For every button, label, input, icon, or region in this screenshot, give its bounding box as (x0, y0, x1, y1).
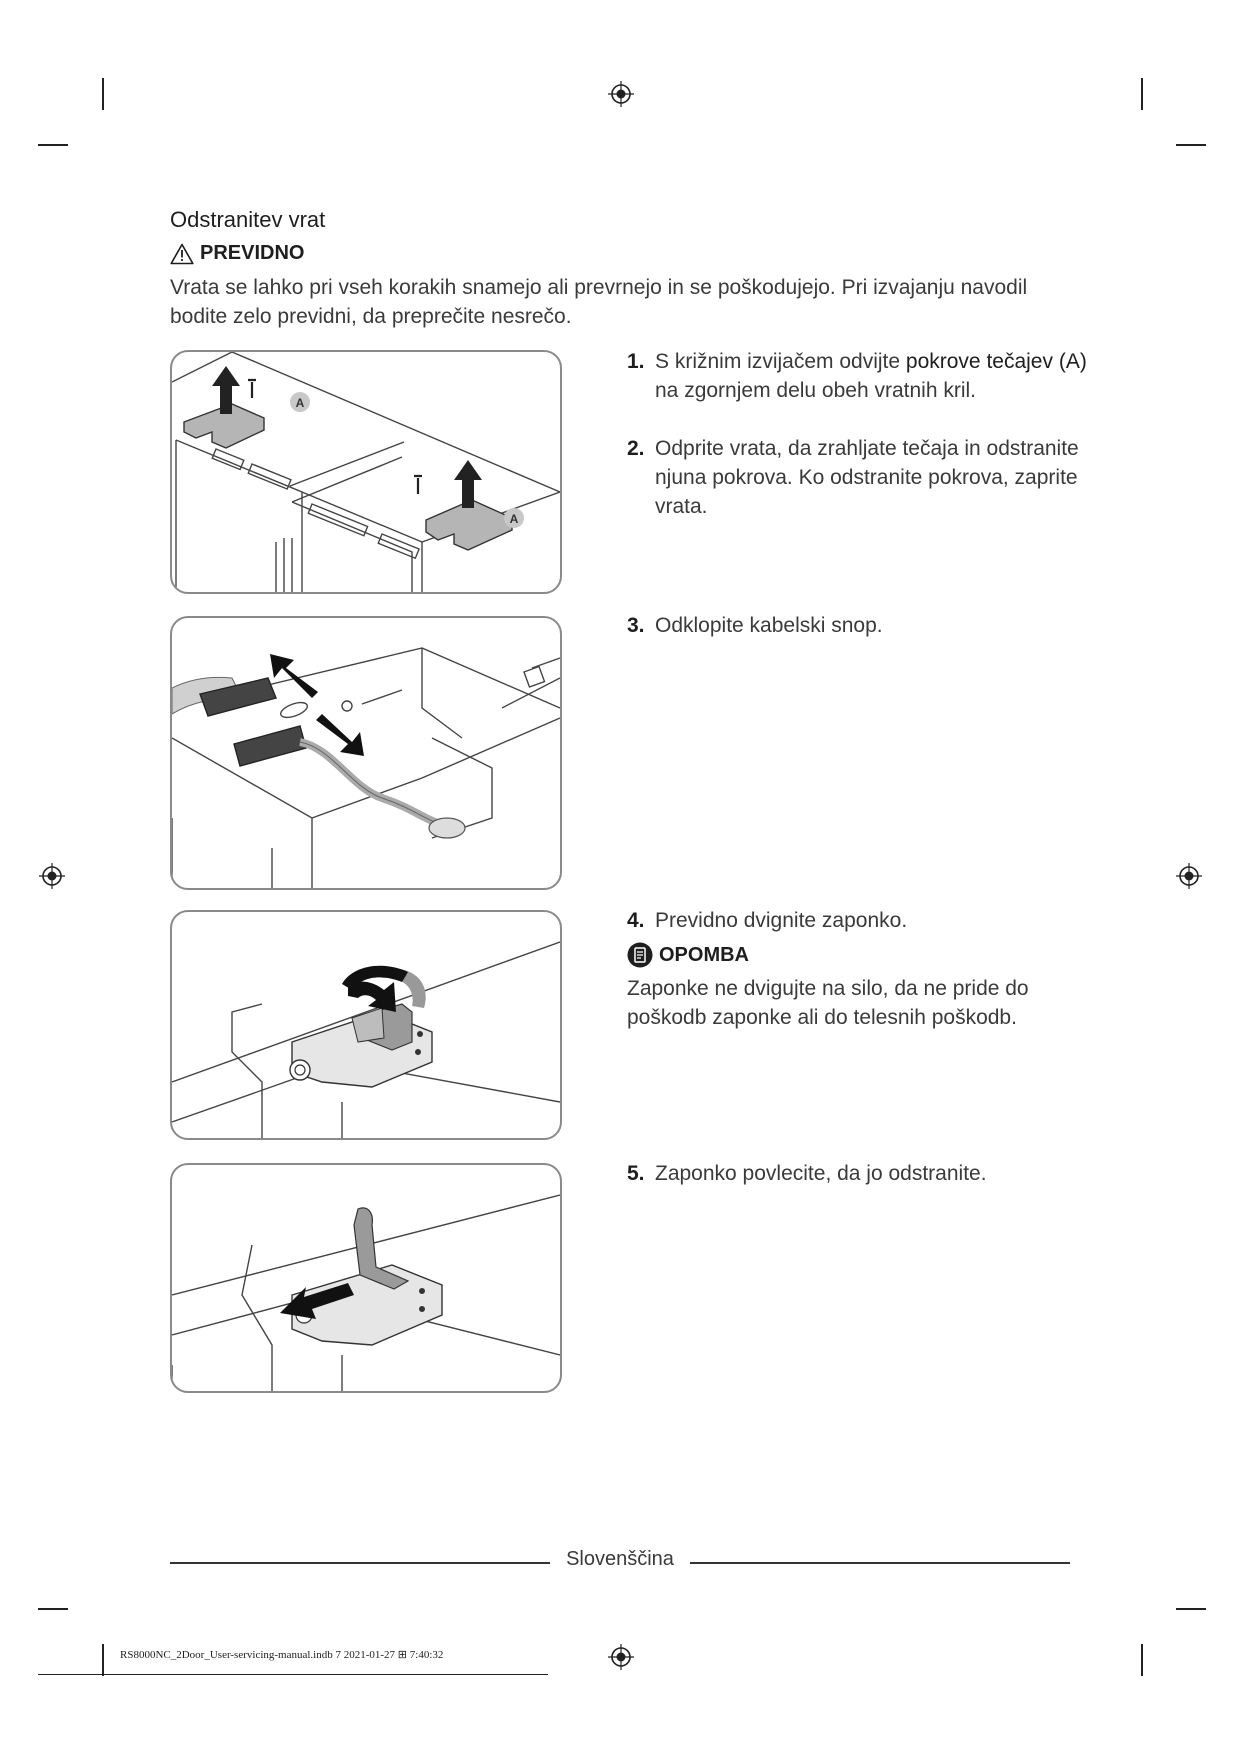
section-title: Odstranitev vrat (170, 207, 326, 232)
step-text: Previdno dvignite zaponko. (655, 909, 908, 932)
registration-mark-icon (608, 81, 634, 107)
step-text: Zaponko povlecite, da jo odstranite. (655, 1162, 987, 1185)
caution-heading (170, 242, 304, 265)
crop-mark (38, 144, 68, 146)
step-number: 2. (627, 437, 645, 460)
note-heading (627, 942, 749, 968)
lift-clip-illustration (172, 912, 560, 1138)
callout-a: A (295, 396, 305, 410)
hinge-cover-term: pokrove tečajev (A) (905, 350, 1087, 373)
crop-mark (1141, 78, 1143, 110)
step-number: 5. (627, 1162, 645, 1185)
step-2 (627, 434, 1087, 521)
figure-hinge-covers (170, 350, 562, 594)
step-text: Odprite vrata, da zrahljate tečaja in odstranite njuna pokrova. Ko odstranite pokrova, zaprite vrata. (655, 437, 1079, 518)
registration-mark-icon (608, 1644, 634, 1670)
warning-triangle-icon (170, 243, 194, 265)
step-text: S križnim izvijačem odvijte pokrove tečajev (A) na zgornjem delu obeh vratnih kril. (655, 350, 1087, 402)
callout-a: A (509, 512, 519, 526)
note-label: OPOMBA (659, 943, 749, 966)
note-icon (627, 942, 653, 968)
step-number: 3. (627, 614, 645, 637)
registration-mark-icon (39, 863, 65, 889)
footer-rule-left (170, 1562, 550, 1564)
crop-mark (1176, 144, 1206, 146)
pull-clip-illustration (172, 1165, 560, 1391)
step-3 (627, 611, 1087, 640)
footer-language: Slovenščina (566, 1548, 674, 1570)
registration-mark-icon (1176, 863, 1202, 889)
crop-mark (1176, 1608, 1206, 1610)
footer-rule-right (690, 1562, 1070, 1564)
cable-harness-illustration (172, 618, 560, 888)
step-number: 4. (627, 909, 645, 932)
print-slug-line (38, 1674, 548, 1675)
step-1 (627, 347, 1087, 405)
caution-label: PREVIDNO (200, 242, 305, 264)
step-number: 1. (627, 350, 645, 373)
note-text: Zaponke ne dvigujte na silo, da ne pride do poškodb zaponke ali do telesnih poškodb. (627, 977, 1029, 1029)
crop-mark (102, 1644, 104, 1676)
step-4 (627, 906, 1087, 935)
figure-lift-clip (170, 910, 562, 1140)
figure-cable-harness (170, 616, 562, 890)
print-slug: RS8000NC_2Door_User-servicing-manual.indb 7 2021-01-27 ⊞ 7:40:32 (120, 1649, 444, 1661)
crop-mark (1141, 1644, 1143, 1676)
step-text: Odklopite kabelski snop. (655, 614, 883, 637)
crop-mark (102, 78, 104, 110)
crop-mark (38, 1608, 68, 1610)
hinge-covers-illustration (172, 352, 560, 592)
caution-text: Vrata se lahko pri vseh korakih snamejo ali prevrnejo in se poškodujejo. Pri izvajanju navodil bodite zelo previdni, da preprečite nesrečo. (170, 276, 1028, 328)
figure-pull-clip (170, 1163, 562, 1393)
step-5 (627, 1159, 1087, 1188)
